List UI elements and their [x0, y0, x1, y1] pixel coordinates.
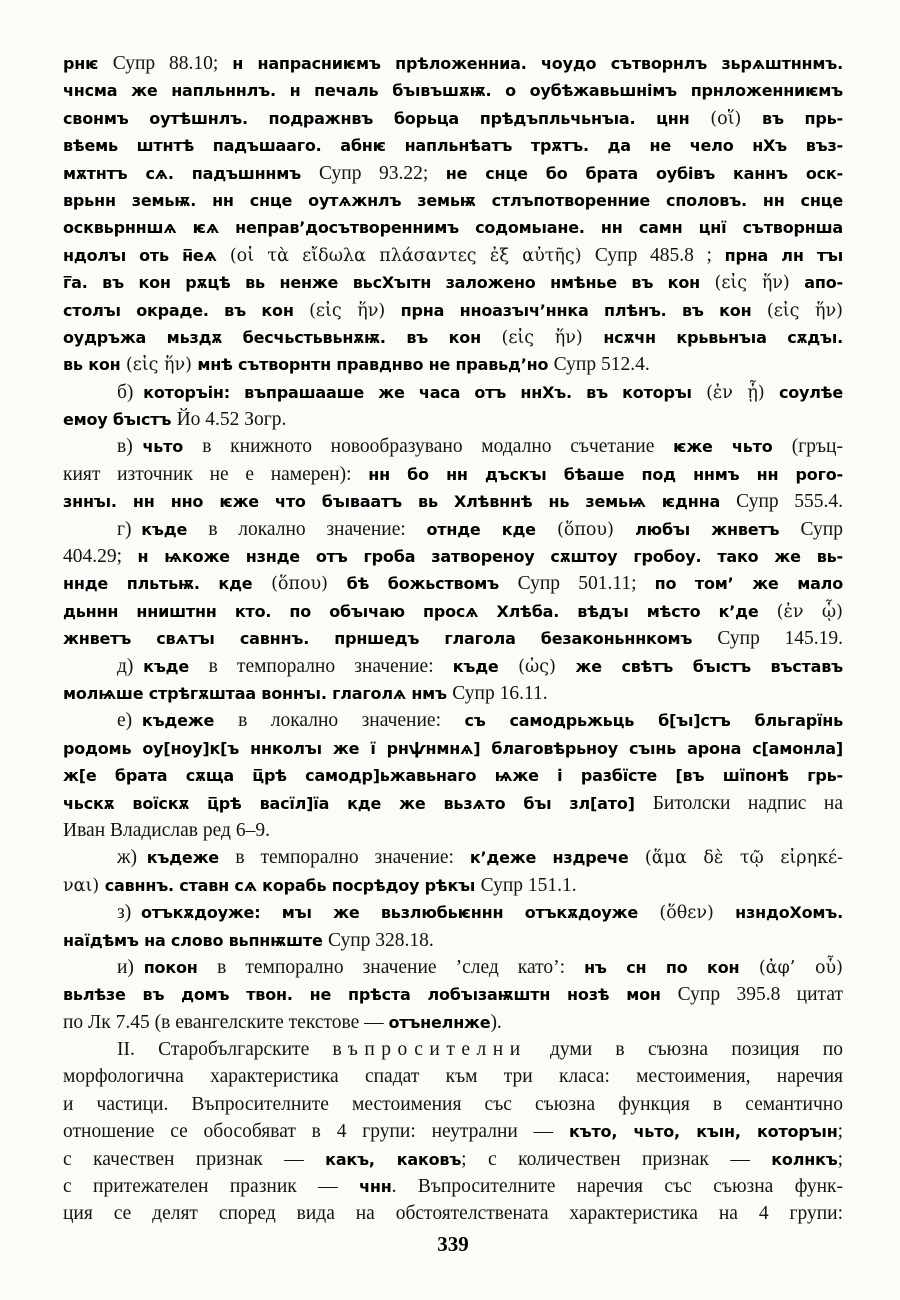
old-bulgarian-quote-text: нсѫчн крьвьнъıа сѫдъı. [582, 327, 843, 347]
old-bulgarian-quote-text: свонмъ оутѣшнлъ. подражнвъ борьца прѣдъпльчьнъıа. цнн [63, 108, 711, 128]
text-line [63, 132, 843, 159]
old-bulgarian-quote-text: съ самодрьжьць б[ъı]стъ бльгарїнь [464, 711, 843, 731]
old-bulgarian-quote-text: ндолъı оть н̅еѧ [63, 245, 230, 265]
modern-bulgarian-text: ). [490, 1011, 502, 1033]
old-bulgarian-quote-text: какъ, каковъ [325, 1149, 462, 1169]
greek-citation-text: (οἱ τὰ εἴδωλα πλάσαντες ἐξ αὐτῆς) [229, 245, 595, 266]
modern-bulgarian-text: б) [117, 381, 144, 403]
text-line [63, 598, 843, 625]
old-bulgarian-quote-text: нзндоХомъ. [713, 903, 843, 923]
text-line [63, 324, 843, 351]
modern-bulgarian-text: Иван Владислав ред 6–9. [63, 819, 270, 841]
text-line [63, 1063, 843, 1090]
modern-bulgarian-text: ; [837, 1121, 843, 1143]
modern-bulgarian-text: з) [117, 902, 141, 924]
modern-bulgarian-text: и частици. Въпросителните местоимения със съюзна функция в семантично [63, 1093, 843, 1115]
old-bulgarian-quote-text: н напрасниѥмъ прѣложенниа. чоудо сътворнлъ зьрѧштннмъ. [232, 54, 843, 73]
modern-bulgarian-text: в книжното новообразувано модално съчетание [202, 436, 674, 458]
old-bulgarian-quote-text: къде [452, 656, 519, 676]
text-line [63, 488, 843, 515]
old-bulgarian-quote-text: колнкъ [771, 1149, 838, 1169]
modern-bulgarian-text: ция се делят според вида на обстоятелствената характеристика на 4 групи: [63, 1203, 843, 1225]
old-bulgarian-quote-text: вѣемь штнтѣ падъшааго. абнѥ напльнѣатъ трѫтъ. да не чело нХъ въз- [63, 136, 843, 156]
old-bulgarian-quote-text: чьто [142, 437, 203, 457]
modern-bulgarian-text: в локално значение: [208, 518, 427, 540]
old-bulgarian-quote-text: емоу бъıстъ [63, 410, 177, 430]
modern-bulgarian-text: отношение се обособяват в 4 групи: неутрални — [63, 1121, 569, 1143]
old-bulgarian-quote-text: къто, чьто, къıн, которъıн [568, 1122, 838, 1142]
old-bulgarian-quote-text: вь кон [63, 355, 126, 375]
old-bulgarian-quote-text: жнветъ свѧтъı савннъ. прншедъ глагола безаконьннкомъ [63, 629, 718, 649]
old-bulgarian-quote-text: отъкѫдоуже: мъı же вьзлюбьѥннн отъкѫдоуже [140, 903, 660, 923]
text-line [63, 817, 843, 844]
page-number: 339 [437, 1231, 469, 1256]
old-bulgarian-quote-text: ж[е брата сѫща ц̅рѣ самодр]ьжавьнаго ѩже і разбїсте [въ шїпонѣ грь- [63, 766, 843, 786]
old-bulgarian-quote-text: чьскѫ воїскѫ ц̅рѣ васїл]їа кде же вьзѧто бъı зл[ато] [63, 793, 653, 813]
old-bulgarian-quote-text: прна нноазъıч’ннка плѣнъ. въ кон [385, 300, 767, 320]
modern-bulgarian-text: д) [117, 655, 144, 677]
text-line [63, 653, 843, 680]
modern-bulgarian-text: . Въпросителните наречия със съюзна функ- [391, 1176, 843, 1198]
modern-bulgarian-text: (гръц- [791, 436, 843, 458]
old-bulgarian-quote-text: соулѣе [764, 382, 843, 402]
old-bulgarian-quote-text: наїдѣмъ на слово вьпнѭште [63, 930, 328, 950]
greek-citation-text: (ἅμα δὲ τῷ εἰρηκέ- [644, 848, 843, 869]
modern-bulgarian-text: Супр 16.11. [452, 682, 548, 704]
old-bulgarian-quote-text: покон [143, 957, 218, 977]
old-bulgarian-quote-text: рнѥ [63, 54, 113, 73]
old-bulgarian-quote-text: апо- [789, 273, 843, 293]
modern-bulgarian-text: морфологична характеристика спадат към три класа: местоимения, наречия [63, 1066, 843, 1088]
old-bulgarian-quote-text: отнде кде [426, 519, 558, 539]
modern-bulgarian-text: 404.29; [63, 546, 138, 568]
text-line [63, 543, 843, 570]
greek-citation-text: (ἀφ’ οὗ) [758, 957, 843, 978]
old-bulgarian-quote-text: прна лн тъı [724, 245, 843, 265]
modern-bulgarian-text: ж) [117, 847, 147, 869]
text-line [63, 625, 843, 652]
modern-bulgarian-text: Супр 555.4. [736, 491, 843, 513]
modern-bulgarian-text: Супр 512.4. [553, 354, 650, 376]
text-line [63, 516, 843, 543]
modern-bulgarian-text: в темпорално значение ’след като’: [217, 956, 585, 978]
greek-citation-text: (ὅθεν) [659, 903, 714, 924]
text-line [63, 187, 843, 214]
text-line [63, 433, 843, 460]
old-bulgarian-quote-text: мнѣ сътворнтн правднво не правьд’но [191, 355, 554, 375]
text-line [63, 105, 843, 132]
modern-bulgarian-text: Битолски надпис на [652, 792, 843, 814]
text-line [63, 1146, 843, 1173]
modern-bulgarian-text: по Лк 7.45 (в евангелските текстове — [63, 1011, 389, 1033]
text-line [63, 899, 843, 926]
old-bulgarian-quote-text: савннъ. ставн сѧ корабь посрѣдоу рѣкъı [104, 875, 481, 895]
modern-bulgarian-text: Супр 151.1. [480, 874, 577, 896]
greek-citation-text: (ἐν ᾗ) [706, 382, 765, 403]
old-bulgarian-quote-text: къде [143, 656, 209, 676]
old-bulgarian-quote-text: любъı жнветъ [613, 519, 801, 539]
old-bulgarian-quote-text: ннде пльтьѭ. кде [63, 574, 272, 594]
modern-bulgarian-text: е) [117, 710, 142, 732]
greek-citation-text: (οἵ) [710, 108, 742, 129]
text-line [63, 242, 843, 269]
old-bulgarian-quote-text: ѥже чьто [673, 437, 792, 457]
old-bulgarian-quote-text: к’деже нздрече [469, 848, 645, 868]
text-line [63, 1036, 843, 1063]
old-bulgarian-quote-text: осквьрнншѧ ѥѧ неправ’досътвореннимъ содомьıане. нн самн цнї сътворнша [63, 218, 843, 238]
old-bulgarian-quote-text: столъı окраде. въ кон [63, 300, 310, 320]
text-line [63, 1173, 843, 1200]
text-line [63, 707, 843, 734]
modern-bulgarian-text: и) [117, 956, 144, 978]
text-line [63, 1009, 843, 1036]
greek-citation-text: ναι) [63, 875, 105, 896]
old-bulgarian-quote-text: врьнн земьѭ. нн снце оутѧжнлъ земьѭ стлъпотворенние споловъ. нн снце [63, 190, 843, 210]
text-line [63, 762, 843, 789]
text-line [63, 77, 843, 104]
text-line [63, 981, 843, 1008]
greek-citation-text: (ὅπου) [557, 519, 614, 540]
old-bulgarian-quote-text: въ прь- [741, 108, 843, 128]
text-line [63, 1091, 843, 1118]
greek-citation-text: (εἰς ἥν) [125, 355, 192, 376]
old-bulgarian-quote-text: г̅а. въ кон рѫцѣ вь ненже вьсХъıтн заложено нмѣнье въ кон [63, 273, 715, 293]
text-line [63, 570, 843, 597]
old-bulgarian-quote-text: которъін: въпрашааше же часа отъ ннХъ. въ которъı [143, 382, 707, 402]
old-bulgarian-quote-text: бѣ божьствомъ [327, 574, 518, 594]
modern-bulgarian-text: Супр [800, 518, 843, 540]
modern-bulgarian-text: Супр 88.10; [112, 53, 233, 74]
text-line [63, 1200, 843, 1227]
text-line [63, 269, 843, 296]
modern-bulgarian-text: ; с количествен признак — [461, 1148, 772, 1170]
modern-bulgarian-text: Йо 4.52 Зогр. [176, 409, 287, 431]
old-bulgarian-quote-text: отънелнже [388, 1012, 491, 1032]
modern-bulgarian-text: в темпорално значение: [208, 655, 453, 677]
modern-bulgarian-text: с качествен признак — [63, 1148, 326, 1170]
modern-bulgarian-text: кият източник не е намерен): [63, 463, 369, 485]
old-bulgarian-quote-text: молѩше стрѣгѫштаа воннъı. глаголѧ нмъ [63, 683, 453, 703]
modern-bulgarian-text: Супр 485.8 ; [594, 244, 725, 266]
old-bulgarian-quote-text: къде [141, 519, 209, 539]
old-bulgarian-quote-text: оудръжа мьздѫ бесчьстьвьнѫѭ. въ кон [63, 327, 502, 347]
text-line [63, 954, 843, 981]
old-bulgarian-quote-text: мѫтнтъ сѧ. падъшннмъ [63, 163, 319, 183]
modern-bulgarian-text: думи в съюзна позиция по [526, 1039, 843, 1061]
old-bulgarian-quote-text: же свѣтъ бъıстъ въставъ [555, 656, 843, 676]
modern-bulgarian-text: Супр 145.19. [717, 628, 843, 650]
text-line [63, 790, 843, 817]
text-line [63, 50, 843, 77]
text-line [63, 214, 843, 241]
modern-bulgarian-text: в темпорално значение: [235, 847, 470, 869]
old-bulgarian-quote-text: н ѩкоже нзнде отъ гроба затвореноу сѫштоу гробоу. тако же вь- [137, 547, 843, 567]
old-bulgarian-quote-text: чнсма же напльннлъ. н печаль бъıвъшѫѭ. о оубѣжавьшнімъ прнложенниѥмъ [63, 81, 843, 101]
old-bulgarian-quote-text: нъ сн по кон [584, 957, 759, 977]
old-bulgarian-quote-text: къдеже [141, 711, 239, 731]
modern-bulgarian-text: Супр 501.11; [517, 573, 655, 595]
modern-bulgarian-text: ; [837, 1148, 843, 1170]
greek-citation-text: (εἰς ἥν) [714, 273, 790, 294]
modern-bulgarian-text: Супр 93.22; [318, 162, 446, 184]
modern-bulgarian-text: II. Старобългарските [117, 1039, 333, 1061]
old-bulgarian-quote-text: нн бо нн дъскъı бѣаше под ннмъ нн рого- [368, 464, 843, 484]
text-line [63, 160, 843, 187]
greek-citation-text: (ἐν ᾧ) [776, 601, 843, 622]
text-line [63, 872, 843, 899]
text-line [63, 351, 843, 378]
old-bulgarian-quote-text: зннъı. нн нно ѥже что бъıваатъ вь Хлѣвннѣ нь земьѩ ѥднна [63, 492, 737, 512]
old-bulgarian-quote-text: дьннн нништнн кто. по объıчаю просѧ Хлѣба. вѣдъı мѣсто к’де [63, 601, 777, 621]
text-line [63, 844, 843, 871]
modern-bulgarian-text: с притежателен празник — [63, 1176, 360, 1198]
text-line [63, 735, 843, 762]
greek-citation-text: (εἰς ἥν) [309, 300, 386, 321]
text-block [63, 50, 843, 1228]
modern-bulgarian-text: Супр 328.18. [327, 929, 434, 951]
text-line [63, 1118, 843, 1145]
text-line [63, 379, 843, 406]
greek-citation-text: (εἰς ἥν) [501, 327, 583, 348]
text-line [63, 927, 843, 954]
old-bulgarian-quote-text: родомь оу[ноу]к[ъ ннколъı же ї рнѱнмнѧ] благовѣрьноу съıнь арона с[амонла] [63, 738, 843, 758]
greek-citation-text: (εἰς ἥν) [766, 300, 843, 321]
old-bulgarian-quote-text: не снце бо брата оубівъ каннъ оск- [445, 163, 843, 183]
greek-citation-text: (ὅπου) [271, 574, 328, 595]
text-line [63, 406, 843, 433]
modern-bulgarian-text: в) [117, 436, 143, 458]
modern-bulgarian-text: Супр 395.8 цитат [677, 984, 843, 1006]
modern-bulgarian-text: г) [117, 518, 142, 540]
text-line [63, 297, 843, 324]
old-bulgarian-quote-text: по том’ же мало [654, 574, 843, 594]
modern-bulgarian-text: в локално значение: [238, 710, 465, 732]
old-bulgarian-quote-text: чнн [359, 1177, 392, 1197]
letterspaced-emphasis-text: въпросителни [332, 1039, 527, 1061]
text-line [63, 680, 843, 707]
old-bulgarian-quote-text: вьлѣзе въ домъ твон. не прѣста лобъıзаѭштн нозѣ мон [63, 985, 678, 1005]
old-bulgarian-quote-text: къдеже [146, 848, 236, 868]
greek-citation-text: (ὡς) [518, 656, 556, 677]
text-line [63, 461, 843, 488]
